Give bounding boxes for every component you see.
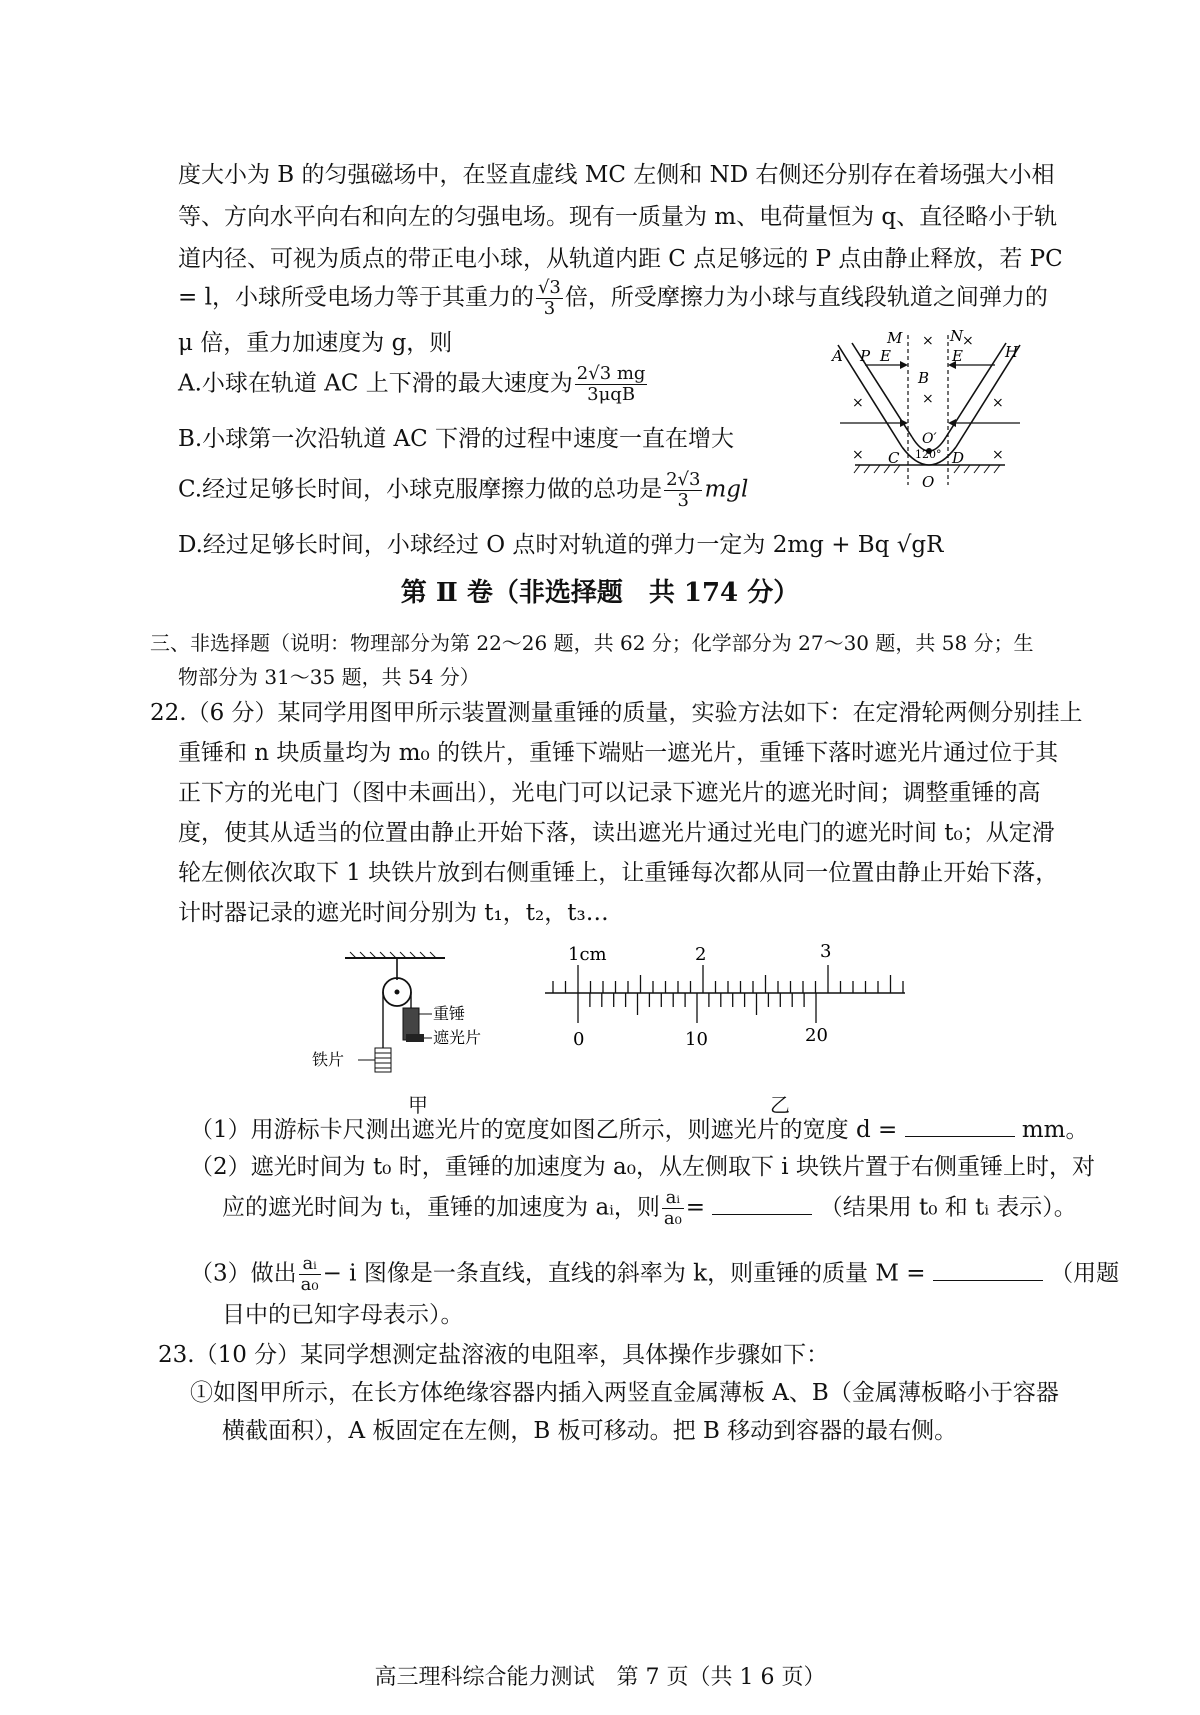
svg-text:×: ×	[922, 391, 934, 407]
q22-line-3: 正下方的光电门（图中未画出），光电门可以记录下遮光片的遮光时间；调整重锤的高	[178, 780, 1041, 806]
option-a-den: 3μqB	[587, 384, 636, 405]
vernier-label-0: 0	[573, 1029, 585, 1050]
q23-line-1: 23.（10 分）某同学想测定盐溶液的电阻率，具体操作步骤如下：	[158, 1342, 830, 1368]
q22-part-2-note: （结果用 t₀ 和 tᵢ 表示）。	[819, 1194, 1077, 1221]
label-o-prime: O′	[922, 431, 937, 447]
figure-jia	[300, 950, 540, 1100]
label-weight: 重锤	[433, 1004, 466, 1023]
option-a-text: A.小球在轨道 AC 上下滑的最大速度为	[178, 370, 573, 397]
answer-blank-ratio[interactable]	[712, 1192, 812, 1215]
caliper-vernier-ticks	[578, 993, 816, 1023]
pulley-axle	[395, 990, 400, 995]
paragraph-line-4	[178, 278, 1048, 319]
label-h: H	[1005, 343, 1019, 361]
label-m: M	[887, 329, 903, 347]
frac-num: √3	[537, 277, 561, 298]
option-c-den: 3	[677, 490, 689, 511]
q22-part-1-text: （1）用游标卡尺测出遮光片的宽度如图乙所示，则遮光片的宽度 d =	[190, 1117, 898, 1143]
label-p: P	[860, 347, 871, 365]
q22-part-3-line-2: 目中的已知字母表示）。	[222, 1302, 464, 1328]
paragraph-line-1: 度大小为 B 的匀强磁场中，在竖直虚线 MC 左侧和 ND 右侧还分别存在着场强大小相	[178, 162, 1055, 188]
q22-part-3-head: （3）做出	[190, 1260, 297, 1287]
q22-part-2-line-2	[222, 1188, 1077, 1229]
q22-line-6: 计时器记录的遮光时间分别为 t₁，t₂，t₃…	[178, 900, 609, 926]
label-iron: 铁片	[312, 1050, 345, 1069]
svg-text:×: ×	[962, 333, 974, 349]
label-n: N	[950, 327, 964, 345]
vernier-label-10: 10	[685, 1029, 708, 1050]
frac-den: 3	[543, 298, 556, 319]
q22-part-2-frac	[662, 1188, 684, 1229]
q22-part-3-frac-den: a₀	[300, 1274, 319, 1295]
label-e-left: E	[880, 347, 891, 365]
q22-part-3-frac-num: aᵢ	[299, 1254, 321, 1275]
paragraph-line-5: μ 倍，重力加速度为 g，则	[178, 330, 453, 356]
main-label-3: 3	[820, 941, 832, 962]
q22-part-3-text: − i 图像是一条直线，直线的斜率为 k，则重锤的质量 M =	[322, 1260, 926, 1287]
paragraph-line-4-head: = l，小球所受电场力等于其重力的	[178, 284, 534, 311]
answer-blank-mass[interactable]	[933, 1258, 1043, 1281]
q22-part-1-unit: mm。	[1021, 1117, 1089, 1143]
main-label-2: 2	[695, 944, 707, 965]
q22-line-1: 22.（6 分）某同学用图甲所示装置测量重锤的质量，实验方法如下：在定滑轮两侧分别挂上	[150, 700, 1083, 726]
q22-part-2-frac-den: a₀	[663, 1208, 682, 1229]
paragraph-line-3: 道内径、可视为质点的带正电小球，从轨道内距 C 点足够远的 P 点由静止释放，若 PC	[178, 246, 1063, 272]
q22-part-2-line-1: （2）遮光时间为 t₀ 时，重锤的加速度为 a₀，从左侧取下 i 块铁片置于右侧重锤上时，对	[190, 1154, 1095, 1180]
option-c-tail: mgl	[704, 476, 749, 503]
option-b: B.小球第一次沿轨道 AC 下滑的过程中速度一直在增大	[178, 426, 735, 452]
page-footer: 高三理科综合能力测试 第 7 页（共 1 6 页）	[374, 1665, 826, 1690]
svg-text:×: ×	[852, 447, 864, 463]
option-c-num: 2√3	[666, 469, 701, 490]
option-c	[178, 470, 748, 511]
caption-yi: 乙	[770, 1093, 790, 1117]
q22-part-3-frac	[299, 1254, 321, 1295]
paragraph-line-4-tail: 倍，所受摩擦力为小球与直线段轨道之间弹力的	[564, 284, 1048, 311]
q22-part-2-frac-num: aᵢ	[662, 1188, 684, 1209]
q22-part-3-tail: （用题	[1050, 1260, 1120, 1287]
label-a: A	[832, 347, 843, 365]
caption-jia: 甲	[408, 1093, 428, 1117]
svg-text:×: ×	[992, 395, 1004, 411]
section-desc-line-1: 三、非选择题（说明：物理部分为第 22～26 题，共 62 分；化学部分为 27～30 题，共 58 分；生	[150, 631, 1034, 655]
label-e-right: E	[952, 347, 963, 365]
q23-line-3: 横截面积），A 板固定在左侧，B 板可移动。把 B 移动到容器的最右侧。	[222, 1418, 958, 1444]
label-120-degree: 120°	[915, 448, 942, 461]
q22-line-4: 度，使其从适当的位置由静止开始下落，读出遮光片通过光电门的遮光时间 t₀；从定滑	[178, 820, 1055, 846]
section-desc-line-2: 物部分为 31～35 题，共 54 分）	[178, 665, 480, 689]
section-title: 第 Ⅱ 卷（非选择题 共 174 分）	[400, 578, 800, 608]
option-a-num: 2√3 mg	[576, 363, 646, 384]
q22-line-2: 重锤和 n 块质量均为 m₀ 的铁片，重锤下端贴一遮光片，重锤下落时遮光片通过位于其	[178, 740, 1059, 766]
caliper-main-ticks	[553, 965, 903, 993]
label-d: D	[952, 449, 965, 467]
option-d: D.经过足够长时间，小球经过 O 点时对轨道的弹力一定为 2mg + Bq √gR	[178, 532, 944, 558]
option-a-frac	[575, 364, 648, 405]
figure-yi-vernier	[545, 935, 915, 1060]
main-label-1cm: 1cm	[568, 944, 607, 965]
q22-part-2-text: 应的遮光时间为 tᵢ，重锤的加速度为 aᵢ，则	[222, 1194, 660, 1221]
svg-text:×: ×	[922, 333, 934, 349]
q22-part-1	[190, 1114, 1089, 1145]
label-o: O	[922, 473, 935, 491]
paragraph-line-2: 等、方向水平向右和向左的匀强电场。现有一质量为 m、电荷量恒为 q、直径略小于轨	[178, 204, 1058, 230]
vernier-label-20: 20	[805, 1025, 828, 1046]
label-shutter: 遮光片	[433, 1028, 482, 1047]
svg-text:×: ×	[852, 395, 864, 411]
ground-hatch	[854, 465, 1000, 473]
option-c-frac	[664, 470, 702, 511]
svg-text:×: ×	[992, 447, 1004, 463]
shutter-plate	[406, 1034, 424, 1042]
q22-part-2-eq: =	[685, 1194, 706, 1221]
option-a	[178, 364, 649, 405]
label-b: B	[918, 369, 930, 387]
q23-line-2: ①如图甲所示，在长方体绝缘容器内插入两竖直金属薄板 A、B（金属薄板略小于容器	[190, 1380, 1059, 1406]
q22-line-5: 轮左侧依次取下 1 块铁片放到右侧重锤上，让重锤每次都从同一位置由静止开始下落，	[178, 860, 1059, 886]
label-c: C	[888, 449, 900, 467]
answer-blank-d[interactable]	[905, 1114, 1015, 1137]
q22-part-3	[190, 1254, 1119, 1295]
frac-sqrt3-over-3	[536, 278, 563, 319]
option-c-text: C.经过足够长时间，小球克服摩擦力做的总功是	[178, 476, 663, 503]
track-figure	[830, 325, 1030, 505]
